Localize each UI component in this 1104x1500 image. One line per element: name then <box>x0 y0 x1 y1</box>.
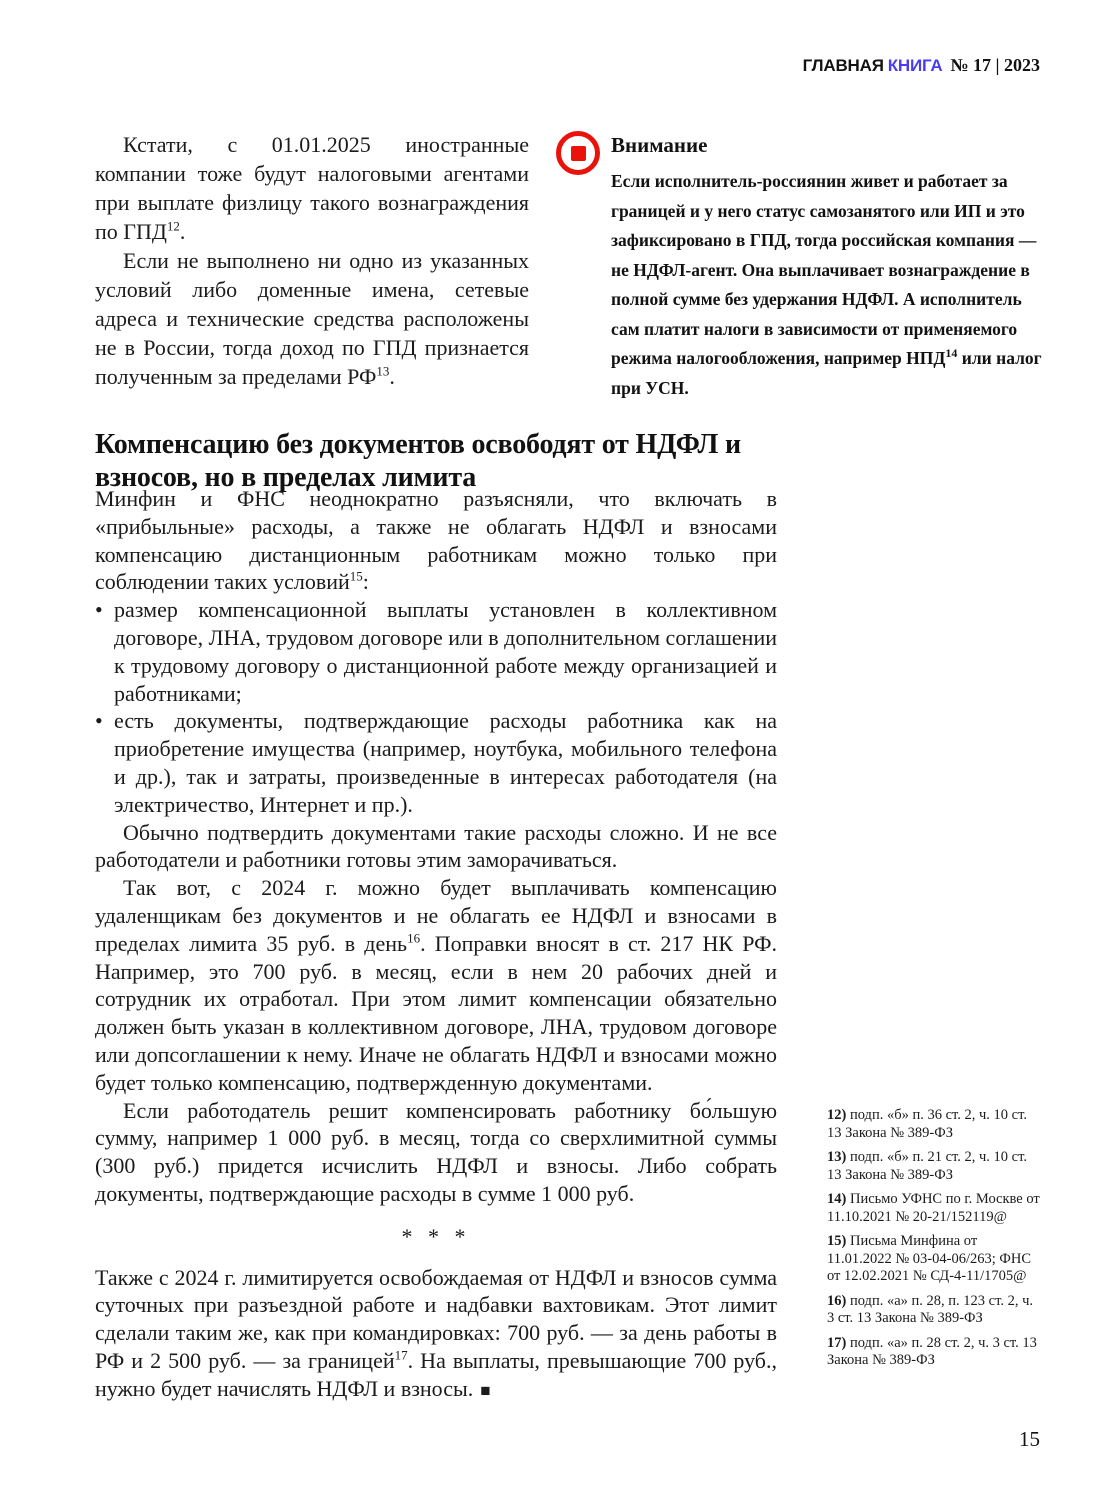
footnote <box>827 1335 1042 1370</box>
bullet-icon: • <box>95 597 103 623</box>
attention-icon-square <box>571 146 586 161</box>
paragraph-text: или налог при УСН. <box>611 348 1042 398</box>
paragraph-text: . <box>179 219 186 244</box>
body-paragraph <box>95 874 777 1096</box>
attention-content <box>611 133 1044 403</box>
footnote-ref-13: 13 <box>376 363 390 379</box>
footnote-text: подп. «а» п. 28, п. 123 ст. 2, ч. 3 ст. 13 Закона № 389-ФЗ <box>827 1292 1034 1326</box>
footnote <box>827 1293 1042 1328</box>
brand-name-primary: ГЛАВНАЯ <box>802 56 884 75</box>
article-body <box>95 485 777 1405</box>
footnote-ref-17: 17 <box>394 1347 408 1363</box>
footnote-text: Письма Минфина от 11.01.2022 № 03-04-06/263; ФНС от 12.02.2021 № СД-4-11/1705@ <box>827 1233 1031 1284</box>
paragraph-text: . Поправки вносят в ст. 217 НК РФ. Например, это 700 руб. в месяц, если в нем 20 рабочих дней и сотрудник их отработал. При этом лимит компенсации обязательно должен быть указан в коллективном договоре, ЛНА, трудовом договоре или допсоглашении к нему. Иначе не облагать НДФЛ и взносами можно будет только компенсацию, подтвержденную документами. <box>95 930 777 1095</box>
section-heading: Компенсацию без документов освободят от НДФЛ и взносов, но в пределах лимита <box>95 428 741 494</box>
footnote-text: подп. «б» п. 21 ст. 2, ч. 10 ст. 13 Закона № 389-ФЗ <box>827 1149 1027 1183</box>
paragraph-text: Если не выполнено ни одно из указанных условий либо доменные имена, сетевые адреса и технические средства расположены не в России, тогда доход по ГПД признается полученным за пределами РФ <box>95 248 529 389</box>
article-end-marker: ■ <box>480 1380 491 1400</box>
list-item <box>95 596 777 707</box>
paragraph-text: Так вот, с 2024 г. можно будет выплачивать компенсацию удаленщикам без документов и не облагать ее НДФЛ и взносами в пределах лимита 35 руб. в день <box>95 875 777 956</box>
footnote <box>827 1233 1042 1286</box>
footnotes-column <box>827 1107 1042 1377</box>
attention-body <box>611 167 1044 403</box>
paragraph-text: . На выплаты, превышающие 700 руб., нужно будет начислять НДФЛ и взносы. <box>95 1347 778 1401</box>
conditions-list <box>95 596 777 818</box>
paragraph-text: Если исполнитель-россиянин живет и работает за границей и у него статус самозанятого или ИП и это зафиксировано в ГПД, тогда российская компания — не НДФЛ-агент. Она выплачивает вознаграждение в полной сумме без удержания НДФЛ. А исполнитель сам платит налоги в зависимости от применяемого режима налогообложения, например НПД <box>611 171 1037 368</box>
intro-paragraph <box>95 130 529 246</box>
attention-title: Внимание <box>611 133 708 157</box>
footnote-ref-15: 15 <box>349 569 363 585</box>
paragraph-text: . <box>389 364 395 389</box>
list-item <box>95 707 777 818</box>
paragraph-text: Минфин и ФНС неоднократно разъясняли, что включать в «прибыльные» расходы, а также не облагать НДФЛ и взносами компенсацию дистанционным работникам можно только при соблюдении таких условий <box>95 486 777 595</box>
footnote-text: подп. «а» п. 28 ст. 2, ч. 3 ст. 13 Закона № 389-ФЗ <box>827 1334 1037 1368</box>
list-item-text: размер компенсационной выплаты установлен в коллективном договоре, ЛНА, трудовом договоре или в дополнительном соглашении к трудовому договору о дистанционной работе между организацией и работниками; <box>114 597 777 706</box>
footnote <box>827 1107 1042 1142</box>
attention-icon <box>556 131 600 175</box>
final-paragraph <box>95 1264 777 1405</box>
paragraph-text: Также с 2024 г. лимитируется освобождаемая от НДФЛ и взносов сумма суточных при разъездной работе и надбавки вахтовикам. Этот лимит сделали таким же, как при командировках: 700 руб. — за день работы в РФ и 2 500 руб. — за границей <box>95 1264 777 1373</box>
attention-box <box>556 128 1044 403</box>
footnote-text: Письмо УФНС по г. Москве от 11.10.2021 № 20-21/152119@ <box>827 1191 1040 1225</box>
footnote-number: 15) <box>827 1233 847 1249</box>
footnote-number: 16) <box>827 1292 847 1309</box>
intro-column <box>95 130 529 391</box>
brand-name-accent: КНИГА <box>887 56 943 75</box>
section-separator: * * * <box>401 1223 471 1249</box>
page-number: 15 <box>1019 1427 1040 1451</box>
body-paragraph: Если работодатель решит компенсировать работнику бо́льшую сумму, например 1 000 руб. в месяц, тогда со сверхлимитной суммы (300 руб.) придется исчислить НДФЛ и взносы. Либо собрать документы, подтверждающие расходы в сумме 1 000 руб. <box>95 1097 777 1206</box>
footnote <box>827 1149 1042 1184</box>
lead-paragraph <box>95 485 777 596</box>
footnote <box>827 1191 1042 1226</box>
footnote-number: 13) <box>827 1149 847 1165</box>
footnote-number: 17) <box>827 1334 847 1351</box>
list-item-text: есть документы, подтверждающие расходы работника как на приобретение имущества (например, ноутбука, мобильного телефона и др.), так и затраты, произведенные в интересах работодателя (на электричество, Интернет и пр.). <box>114 708 777 817</box>
footnote-number: 12) <box>827 1107 847 1123</box>
paragraph-text: Кстати, с 01.01.2025 иностранные компании тоже будут налоговыми агентами при выплате физлицу такого вознаграждения по ГПД <box>95 132 529 244</box>
paragraph-text: : <box>362 569 369 595</box>
body-paragraph: Обычно подтвердить документами такие расходы сложно. И не все работодатели и работники готовы этим заморачиваться. <box>95 819 777 873</box>
footnote-ref-12: 12 <box>166 218 180 234</box>
footnote-text: подп. «б» п. 36 ст. 2, ч. 10 ст. 13 Закона № 389-ФЗ <box>827 1107 1027 1141</box>
bullet-icon: • <box>95 708 103 734</box>
intro-paragraph <box>95 246 529 391</box>
footnote-ref-14: 14 <box>945 346 958 361</box>
issue-number: № 17 | 2023 <box>950 55 1040 75</box>
footnote-ref-16: 16 <box>407 930 421 946</box>
footnote-number: 14) <box>827 1191 847 1207</box>
page-header <box>803 55 1040 76</box>
